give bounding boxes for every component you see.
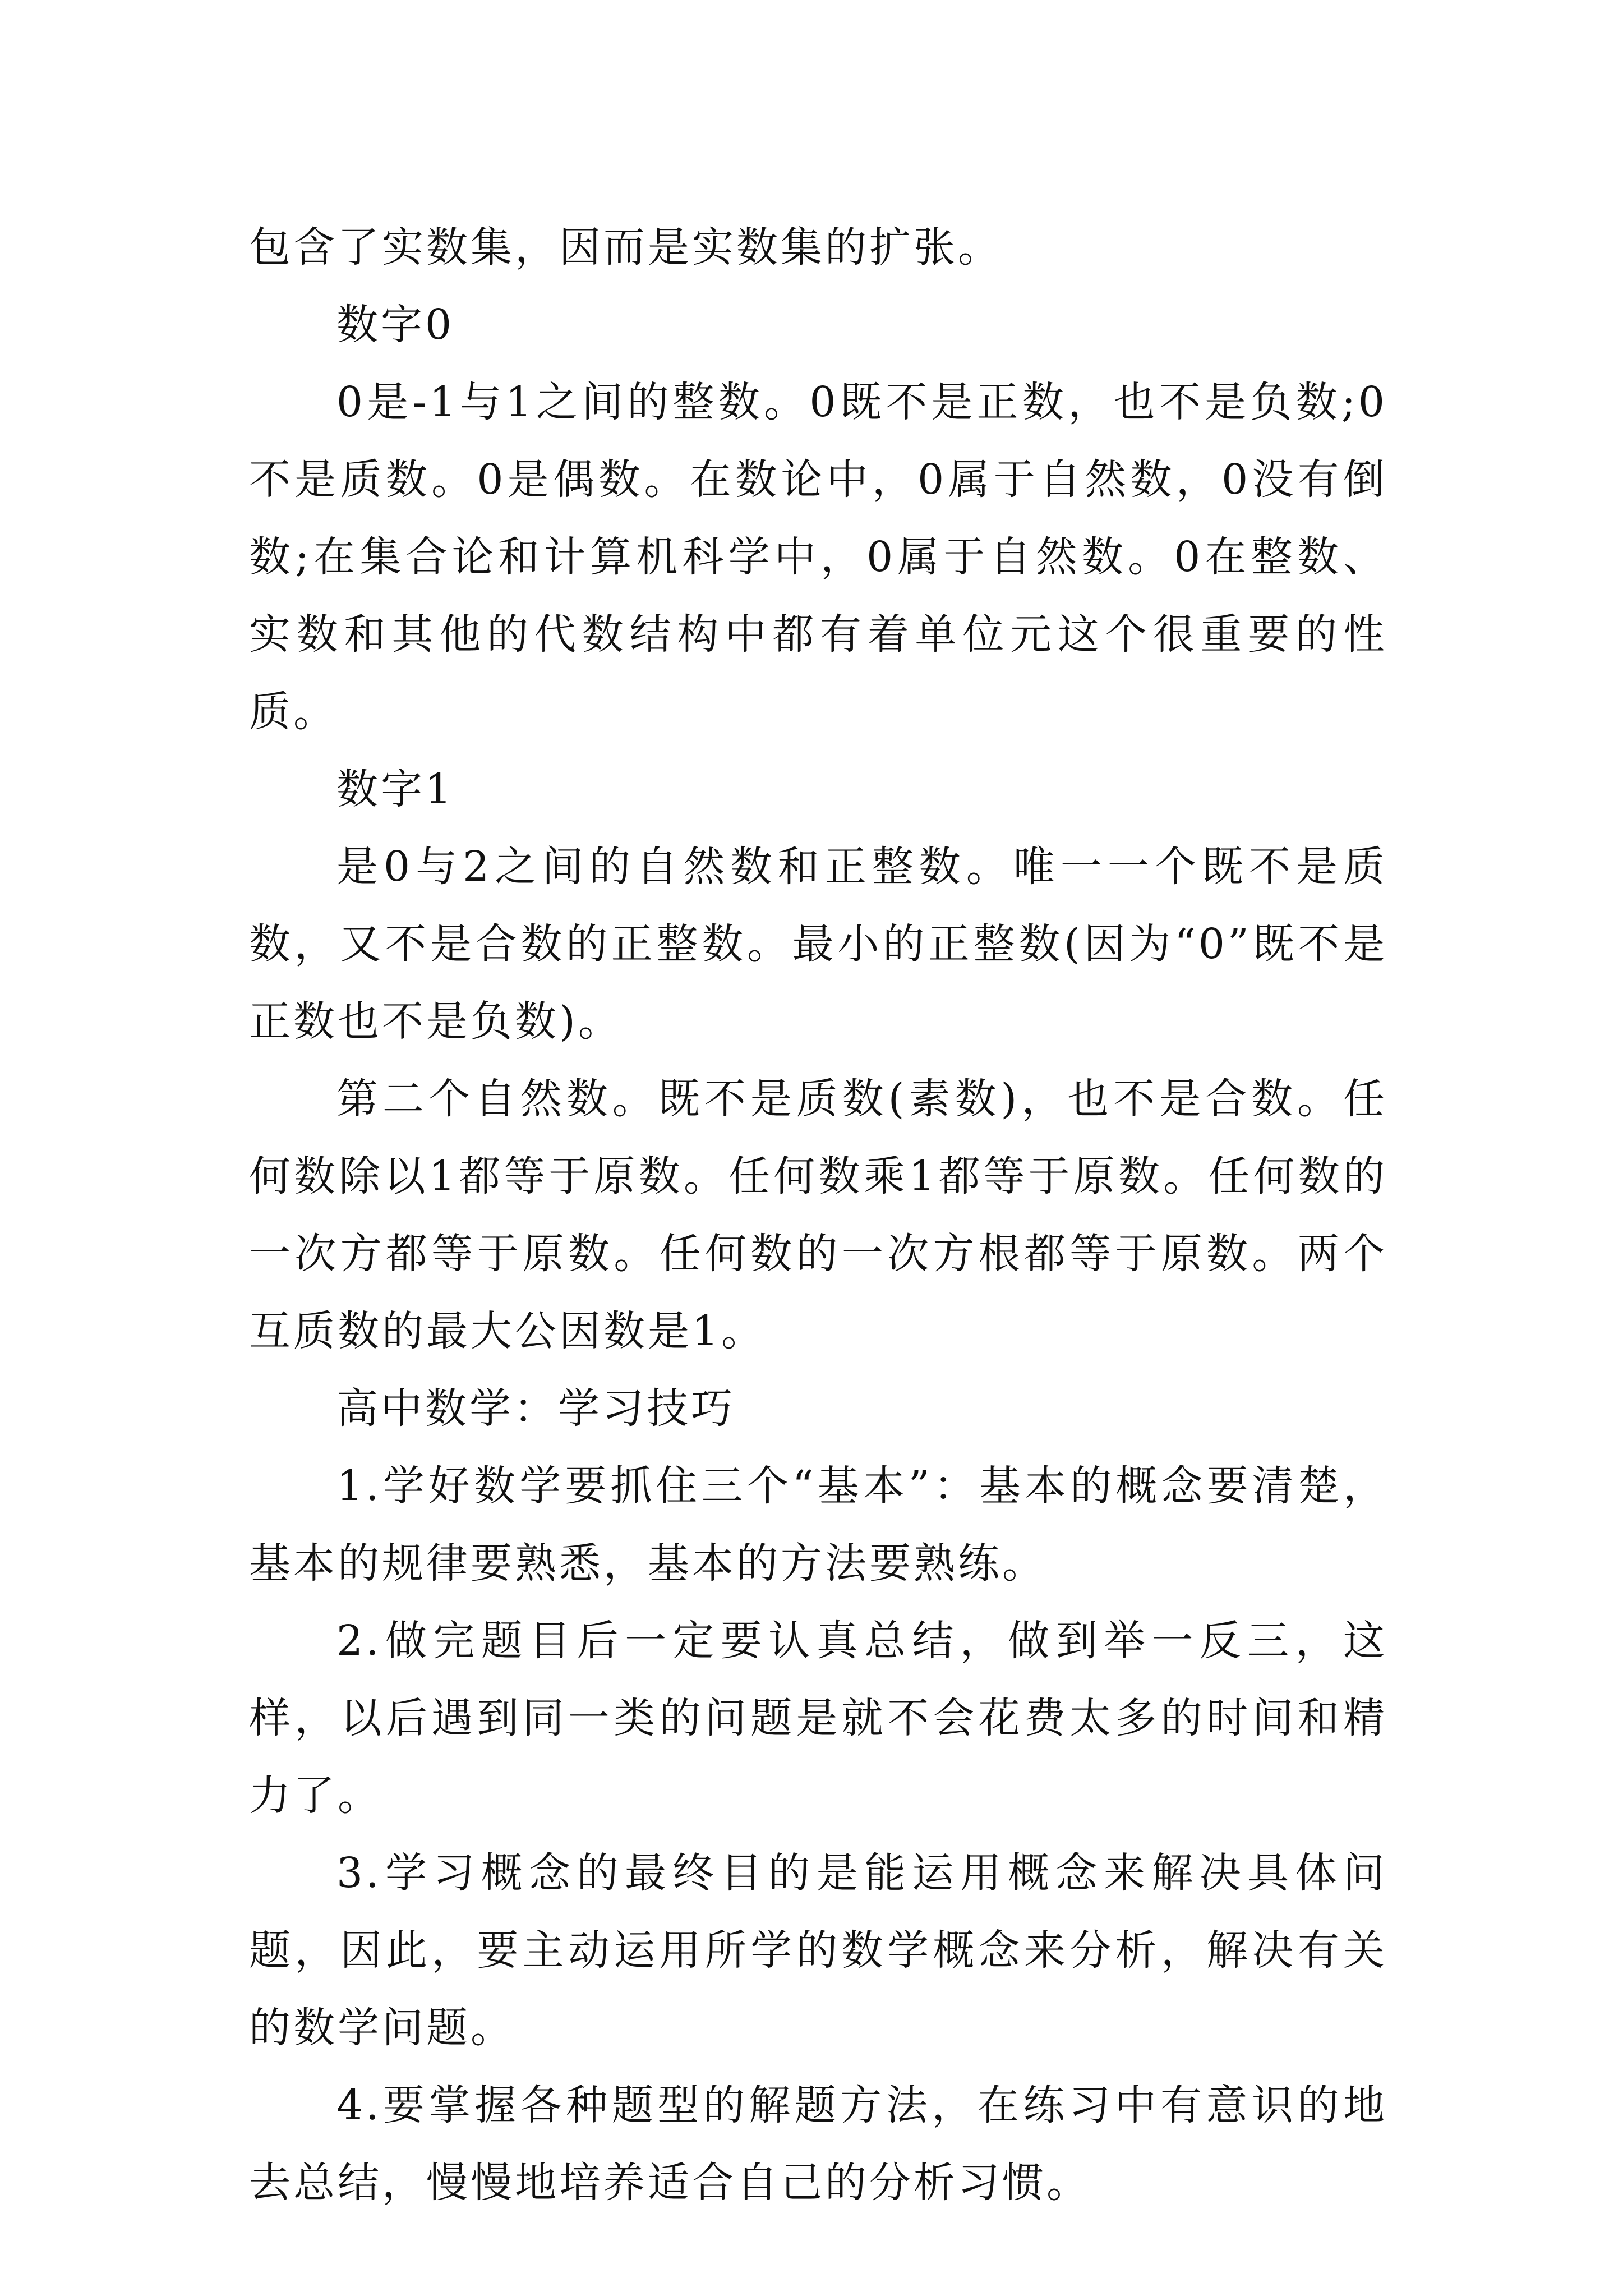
heading-number-one: 数字1 [336, 765, 455, 813]
document-body [249, 209, 1387, 2221]
paragraph-continuation: 包含了实数集，因而是实数集的扩张。 [249, 223, 1002, 272]
heading-number-zero: 数字0 [336, 301, 455, 349]
paragraph-number-one: 是0与2之间的自然数和正整数。唯一一个既不是质数，又不是合数的正整数。最小的正整数(因为“0”既不是正数也不是负数)。 [249, 843, 1387, 1046]
tip-item-2: 2.做完题目后一定要认真总结，做到举一反三，这样，以后遇到同一类的问题是就不会花费太多的时间和精力了。 [249, 1617, 1387, 1820]
tip-item-4: 4.要掌握各种题型的解题方法，在练习中有意识的地去总结，慢慢地培养适合自己的分析习惯。 [249, 2081, 1387, 2207]
tip-item-1: 1.学好数学要抓住三个“基本”：基本的概念要清楚，基本的规律要熟悉，基本的方法要熟练。 [249, 1462, 1387, 1588]
paragraph-second-natural-number: 第二个自然数。既不是质数(素数)，也不是合数。任何数除以1都等于原数。任何数乘1都等于原数。任何数的一次方都等于原数。任何数的一次方根都等于原数。两个互质数的最大公因数是1。 [249, 1075, 1387, 1355]
paragraph-number-zero: 0是-1与1之间的整数。0既不是正数，也不是负数;0不是质数。0是偶数。在数论中，0属于自然数，0没有倒数;在集合论和计算机科学中，0属于自然数。0在整数、实数和其他的代数结构中都有着单位元这个很重要的性质。 [249, 378, 1387, 736]
tip-item-3: 3.学习概念的最终目的是能运用概念来解决具体问题，因此，要主动运用所学的数学概念来分析，解决有关的数学问题。 [249, 1849, 1387, 2052]
heading-study-tips: 高中数学：学习技巧 [336, 1384, 735, 1433]
